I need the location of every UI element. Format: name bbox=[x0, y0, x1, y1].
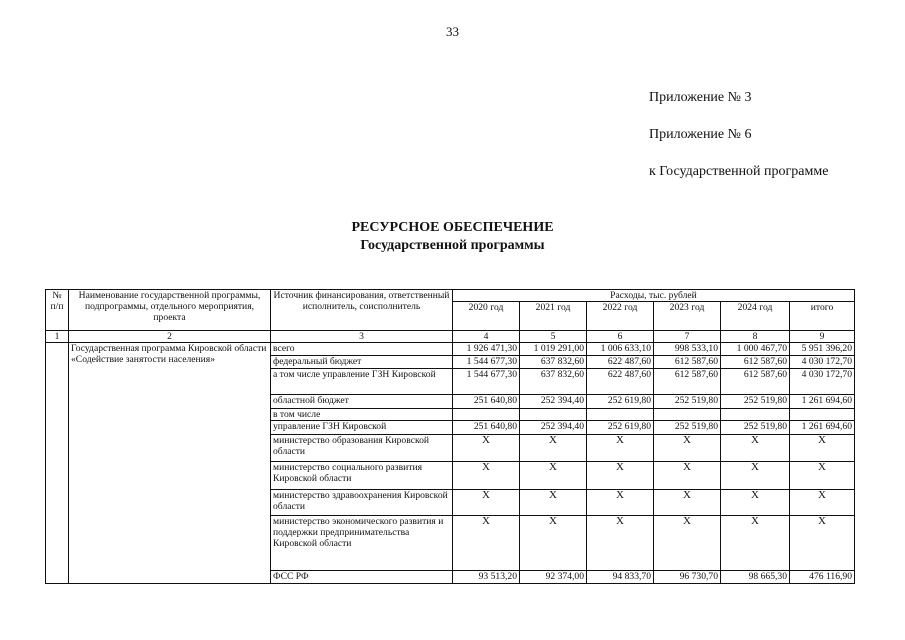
index-cell: 1 bbox=[46, 331, 69, 343]
value-cell bbox=[721, 409, 790, 421]
value-cell: 252 519,80 bbox=[654, 421, 721, 435]
value-cell: 252 519,80 bbox=[721, 395, 790, 409]
value-cell: X bbox=[587, 516, 654, 571]
header-year-2024: 2024 год bbox=[721, 302, 790, 331]
value-cell: X bbox=[453, 462, 520, 490]
source-cell: министерство социального развития Кировской области bbox=[271, 462, 453, 490]
index-cell: 5 bbox=[520, 331, 587, 343]
value-cell: X bbox=[654, 462, 721, 490]
source-cell: управление ГЗН Кировской bbox=[271, 421, 453, 435]
appendix-line-3: к Государственной программе bbox=[649, 164, 829, 179]
value-cell: X bbox=[654, 490, 721, 516]
value-cell: 4 030 172,70 bbox=[790, 356, 855, 369]
value-cell: 252 519,80 bbox=[721, 421, 790, 435]
value-cell: 622 487,60 bbox=[587, 356, 654, 369]
index-cell: 6 bbox=[587, 331, 654, 343]
source-cell: федеральный бюджет bbox=[271, 356, 453, 369]
value-cell: 5 951 396,20 bbox=[790, 343, 855, 356]
value-cell: 612 587,60 bbox=[654, 369, 721, 395]
value-cell: 1 000 467,70 bbox=[721, 343, 790, 356]
value-cell: 1 544 677,30 bbox=[453, 356, 520, 369]
value-cell: 637 832,60 bbox=[520, 356, 587, 369]
index-cell: 4 bbox=[453, 331, 520, 343]
source-cell: министерство экономического развития и поддержки предпринимательства Кировской области bbox=[271, 516, 453, 571]
value-cell: 1 926 471,30 bbox=[453, 343, 520, 356]
value-cell: X bbox=[520, 435, 587, 462]
header-total: итого bbox=[790, 302, 855, 331]
source-cell: ФСС РФ bbox=[271, 571, 453, 584]
value-cell: 252 619,80 bbox=[587, 421, 654, 435]
value-cell: 622 487,60 bbox=[587, 369, 654, 395]
header-expenses: Расходы, тыс. рублей bbox=[453, 290, 855, 302]
value-cell: 612 587,60 bbox=[654, 356, 721, 369]
value-cell: X bbox=[721, 462, 790, 490]
document-title: РЕСУРСНОЕ ОБЕСПЕЧЕНИЕ bbox=[351, 220, 554, 235]
value-cell: 1 261 694,60 bbox=[790, 395, 855, 409]
value-cell: 252 394,40 bbox=[520, 421, 587, 435]
program-name: Государственная программа Кировской области «Содействие занятости населения» bbox=[69, 343, 271, 584]
page-number: 33 bbox=[446, 24, 459, 39]
source-cell: в том числе bbox=[271, 409, 453, 421]
value-cell: X bbox=[790, 462, 855, 490]
value-cell: X bbox=[453, 490, 520, 516]
value-cell: 96 730,70 bbox=[654, 571, 721, 584]
table-row bbox=[46, 343, 855, 356]
value-cell: 252 619,80 bbox=[587, 395, 654, 409]
index-cell: 7 bbox=[654, 331, 721, 343]
header-year-2020: 2020 год bbox=[453, 302, 520, 331]
value-cell: 252 394,40 bbox=[520, 395, 587, 409]
appendix-line-2: Приложение № 6 bbox=[649, 127, 752, 142]
value-cell: X bbox=[587, 490, 654, 516]
value-cell: 93 513,20 bbox=[453, 571, 520, 584]
header-name: Наименование государственной программы, подпрограммы, отдельного мероприятия, проекта bbox=[69, 290, 271, 331]
source-cell: министерство образования Кировской области bbox=[271, 435, 453, 462]
index-cell: 2 bbox=[69, 331, 271, 343]
value-cell bbox=[654, 409, 721, 421]
header-num: № п/п bbox=[46, 290, 69, 331]
resources-table bbox=[45, 289, 855, 584]
value-cell: X bbox=[721, 435, 790, 462]
value-cell: 998 533,10 bbox=[654, 343, 721, 356]
value-cell: X bbox=[721, 490, 790, 516]
value-cell: 252 519,80 bbox=[654, 395, 721, 409]
header-year-2021: 2021 год bbox=[520, 302, 587, 331]
value-cell: 476 116,90 bbox=[790, 571, 855, 584]
value-cell: 1 006 633,10 bbox=[587, 343, 654, 356]
value-cell: X bbox=[654, 435, 721, 462]
header-year-2023: 2023 год bbox=[654, 302, 721, 331]
value-cell: X bbox=[587, 435, 654, 462]
value-cell bbox=[520, 409, 587, 421]
value-cell: X bbox=[654, 516, 721, 571]
row-number bbox=[46, 343, 69, 584]
value-cell: X bbox=[790, 490, 855, 516]
index-row bbox=[46, 331, 855, 343]
header-year-2022: 2022 год bbox=[587, 302, 654, 331]
source-cell: всего bbox=[271, 343, 453, 356]
value-cell: X bbox=[453, 435, 520, 462]
source-cell: а том числе управление ГЗН Кировской bbox=[271, 369, 453, 395]
document-subtitle: Государственной программы bbox=[360, 238, 545, 253]
value-cell: 92 374,00 bbox=[520, 571, 587, 584]
value-cell: 98 665,30 bbox=[721, 571, 790, 584]
value-cell: 251 640,80 bbox=[453, 395, 520, 409]
appendix-line-1: Приложение № 3 bbox=[649, 90, 752, 105]
value-cell: 1 261 694,60 bbox=[790, 421, 855, 435]
value-cell: 94 833,70 bbox=[587, 571, 654, 584]
value-cell: 4 030 172,70 bbox=[790, 369, 855, 395]
value-cell: 251 640,80 bbox=[453, 421, 520, 435]
value-cell: 612 587,60 bbox=[721, 356, 790, 369]
value-cell: X bbox=[453, 516, 520, 571]
source-cell: министерство здравоохранения Кировской области bbox=[271, 490, 453, 516]
source-cell: областной бюджет bbox=[271, 395, 453, 409]
value-cell: X bbox=[520, 490, 587, 516]
value-cell: 1 544 677,30 bbox=[453, 369, 520, 395]
value-cell: X bbox=[520, 462, 587, 490]
value-cell bbox=[587, 409, 654, 421]
value-cell bbox=[790, 409, 855, 421]
value-cell: 637 832,60 bbox=[520, 369, 587, 395]
value-cell: 1 019 291,00 bbox=[520, 343, 587, 356]
value-cell: 612 587,60 bbox=[721, 369, 790, 395]
value-cell: X bbox=[790, 516, 855, 571]
index-cell: 3 bbox=[271, 331, 453, 343]
value-cell: X bbox=[790, 435, 855, 462]
index-cell: 8 bbox=[721, 331, 790, 343]
value-cell: X bbox=[587, 462, 654, 490]
value-cell bbox=[453, 409, 520, 421]
index-cell: 9 bbox=[790, 331, 855, 343]
value-cell: X bbox=[721, 516, 790, 571]
header-source: Источник финансирования, ответственный исполнитель, соисполнитель bbox=[271, 290, 453, 331]
value-cell: X bbox=[520, 516, 587, 571]
